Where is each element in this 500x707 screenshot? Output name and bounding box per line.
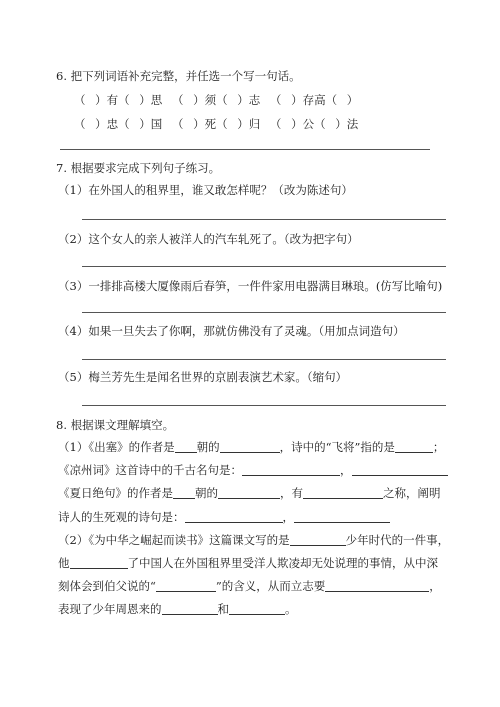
- q7-answer-line-4[interactable]: [82, 359, 446, 360]
- blank-liangzhouci-2[interactable]: [352, 464, 448, 476]
- q7-answer-line-1[interactable]: [82, 219, 446, 220]
- q7-item-3: （3）一排排高楼大厦像雨后春笋，一件件家用电器满目琳琅。(仿写比喻句): [58, 279, 443, 293]
- blank-quality-2[interactable]: [229, 603, 285, 615]
- blank-xiari-author[interactable]: [218, 487, 280, 499]
- q8-line-1: （1）《出塞》的作者是 朝的 ，诗中的“飞将”指的是 ；: [58, 440, 445, 454]
- q7-title: 7. 根据要求完成下列句子练习。: [56, 161, 221, 175]
- blank-liangzhouci-1[interactable]: [242, 464, 340, 476]
- blank-feijiang[interactable]: [395, 441, 433, 453]
- q7-item-1: （1）在外国人的租界里，谁又敢怎样呢？（改为陈述句）: [58, 183, 353, 197]
- blank-chuse-author[interactable]: [220, 441, 280, 453]
- blank-verb[interactable]: [70, 557, 128, 569]
- q8-line-7: 刻体会到伯父说的“ ”的含义，从而立志要 ，: [58, 579, 441, 593]
- q7-item-5: （5）梅兰芳先生是闻名世界的京剧表演艺术家。（缩句）: [58, 370, 348, 384]
- q6-row-2: （ ）忠（ ）国 （ ）死（ ）归 （ ）公（ ）法: [74, 117, 359, 131]
- q7-item-4: （4）如果一旦失去了你啊，那就仿佛没有了灵魂。（用加点词造句）: [58, 324, 405, 338]
- blank-ambition[interactable]: [325, 580, 429, 592]
- q8-title: 8. 根据课文理解填空。: [56, 418, 175, 432]
- blank-shengsi-2[interactable]: [294, 511, 390, 523]
- q8-line-8: 表现了少年周恩来的 和 。: [58, 602, 297, 616]
- q8-line-3: 《夏日绝句》的作者是 朝的 ，有 之称，阐明: [58, 486, 441, 500]
- q8-line-4: 诗人的生死观的诗句是： ，: [58, 510, 390, 524]
- blank-quality-1[interactable]: [162, 603, 218, 615]
- q7-answer-line-3[interactable]: [82, 312, 446, 313]
- blank-zhouenlai-name[interactable]: [290, 534, 346, 546]
- q6-answer-line[interactable]: [60, 149, 430, 150]
- q8-line-6: 他 了中国人在外国租界里受洋人欺凌却无处说理的事情，从中深: [58, 556, 438, 570]
- blank-uncle-quote[interactable]: [156, 580, 216, 592]
- blank-xiari-dynasty[interactable]: [173, 487, 195, 499]
- q6-row-1: （ ）有（ ）思 （ ）须（ ）志 （ ）存高（ ）: [74, 93, 359, 107]
- q7-item-2: （2）这个女人的亲人被洋人的汽车轧死了。（改为把字句）: [58, 232, 359, 246]
- q7-answer-line-2[interactable]: [82, 266, 446, 267]
- q8-line-2: 《凉州词》这首诗中的千古名句是： ，: [58, 463, 448, 477]
- q6-title: 6. 把下列词语补充完整，并任选一个写一句话。: [56, 69, 301, 83]
- blank-chuse-dynasty[interactable]: [175, 441, 197, 453]
- q7-answer-line-5[interactable]: [82, 405, 446, 406]
- q8-line-5: （2）《为中华之崛起而读书》这篇课文写的是 少年时代的一件事，: [58, 533, 450, 547]
- blank-shengsi-1[interactable]: [185, 511, 283, 523]
- blank-xiari-title[interactable]: [303, 487, 383, 499]
